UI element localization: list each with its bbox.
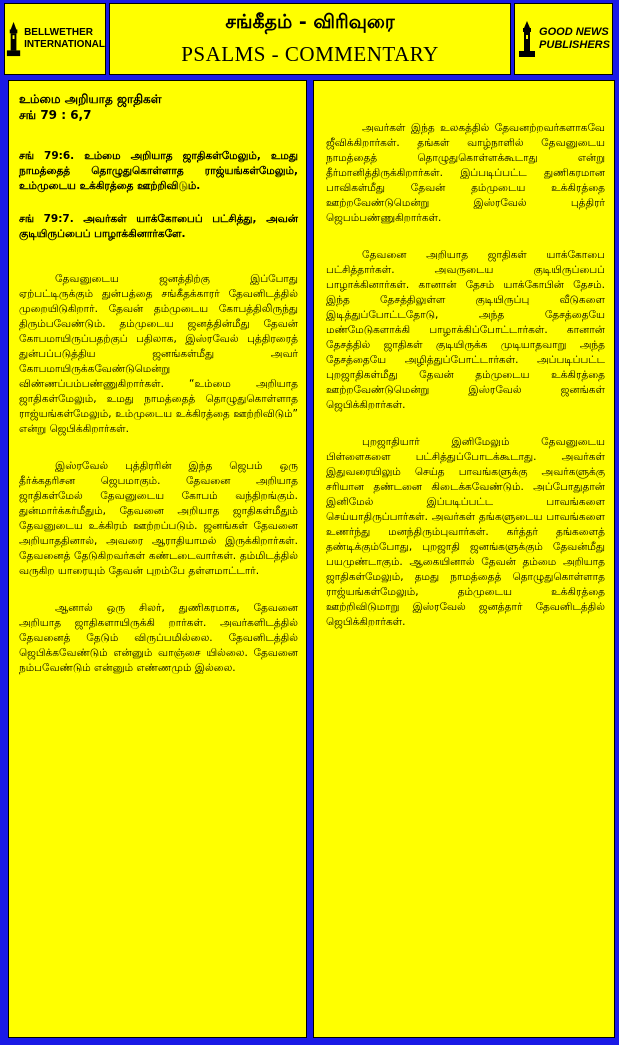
bellwether-logo (4, 3, 106, 75)
title-english: PSALMS - COMMENTARY (181, 42, 439, 66)
bellwether-name-line1: BELLWETHER (24, 27, 93, 38)
title-tamil: சங்கீதம் - விரிவுரை (225, 11, 395, 33)
bellwether-name-line2: INTERNATIONAL (24, 39, 105, 50)
verse-text-1: சங் 79:6. உம்மை அறியாத ஜாதிகள்மேலும், உமது நாமத்தைத் தொழுதுகொள்ளாத ராஜ்யங்கள்மேலும், உம்முடைய உக்கிரத்தை ஊற்றிவிடும். (19, 150, 298, 192)
good-news-name-line1: GOOD NEWS (539, 26, 609, 38)
page-header (4, 3, 613, 75)
good-news-logo (514, 3, 613, 75)
commentary-paragraph: ஆனால் ஒரு சிலர், துணிகரமாக, தேவனை அறியாத ஜாதிகளாயிருக்கி றார்கள். அவர்களிடத்தில் தேவனைத் தேடும் விருப்பமில்லை. தேவனிடத்தில் ஜெபிக்கவேண்டும் என்னும் வாஞ்சை யில்லை. தேவனை நம்பவேண்டும் என்னும் எண்ணமும் இல்லை. (19, 602, 298, 674)
left-column (8, 80, 307, 1038)
title-box (109, 3, 511, 75)
good-news-name-line2: PUBLISHERS (539, 39, 610, 51)
commentary-paragraph: அவர்கள் இந்த உலகத்தில் தேவனற்றவர்களாகவே ஜீவிக்கிறார்கள். தங்கள் வாழ்நாளில் தேவனுடைய நாமத்தைத் தொழுதுகொள்ளக்கூடாது என்று தீர்மானித்திருக்கிறார்கள். இப்படிப்பட்ட துணிகரமான பாவிகள்மீது தேவன் தம்முடைய உக்கிரத்தை ஊற்றவேண்டுமென்று இஸ்ரவேல் புத்திரர் ஜெபம்பண்ணுகிறார்கள். (326, 122, 605, 224)
tower-icon (517, 21, 537, 57)
commentary-paragraph: தேவனை அறியாத ஜாதிகள் யாக்கோபை பட்சித்தார்கள். அவருடைய குடியிருப்பைப் பாழாக்கினார்கள். கானான் தேசம் யாக்கோபின் தேசம். இந்த தேசத்திலுள்ள குடியிருப்பு வீடுகளை இடித்துப்போட்டதோடு, அந்த தேசத்தையே மண்மேடுகளாக்கி பாழாக்கிப்போட்டார்கள். கானான் தேசத்தில் ஜாதிகள் குடியிருக்க முடியாதவாறு அந்த தேசத்தையே அழித்துப்போட்டார்கள். அப்படிப்பட்ட புறஜாதிகள்மீது தேவன் தம்முடைய உக்கிரத்தை ஊற்றவேண்டுமென்று இஸ்ரவேல் ஜனங்கள் ஜெபிக்கிறார்கள். (326, 249, 605, 411)
commentary-paragraph: தேவனுடைய ஜனத்திற்கு இப்போது ஏற்பட்டிருக்கும் துன்பத்தை சங்கீதக்காரர் தேவனிடத்தில் முறையிடுகிறார். தேவன் தம்முடைய கோபத்திலிருந்து திரும்பவேண்டும். தம்முடைய ஜனத்தின்மீது தேவன் கோபமாயிருப்பதற்குப் பதிலாக, இஸ்ரவேல் புத்திரரைத் துன்பப்படுத்திய ஜனங்கள்மீது அவர் கோபமாயிருக்கவேண்டுமென்று விண்ணப்பம்பண்ணுகிறார்கள். “உம்மை அறியாத ஜாதிகள்மேலும், உமது நாமத்தைத் தொழுதுகொள்ளாத ராஜ்யங்கள்மேலும், உம்முடைய உக்கிரத்தை ஊற்றிவிடும்” என்று ஜெபிக்கிறார்கள். (19, 273, 298, 435)
commentary-paragraph: புறஜாதியார் இனிமேலும் தேவனுடைய பிள்ளைகளை பட்சித்துப்போடக்கூடாது. அவர்கள் இதுவரையிலும் செய்த பாவங்களுக்கு அவர்களுக்கு சரியான தண்டனை கிடைக்கவேண்டும். அப்போதுதான் இனிமேல் இப்படிப்பட்ட பாவங்களை செய்யாதிருப்பார்கள். அவர்கள் தங்களுடைய பாவங்களை உணர்ந்து மனந்திரும்புவார்கள். கர்த்தர் தங்களைத் தண்டிக்கும்போது, புறஜாதி ஜனங்களுக்கும் தேவன்மீது பயமுண்டாகும். ஆகையினால் தேவன் தம்மை அறியாத ஜாதிகள்மேலும், தமது நாமத்தைத் தொழுதுகொள்ளாத ராஜ்யங்கள்மேலும், தம்முடைய உக்கிரத்தை ஊற்றிவிடுமாறு இஸ்ரவேல் ஜனத்தார் தேவனிடத்தில் ஜெபிக்கிறார்கள். (326, 436, 605, 628)
verse-reference: சங் 79 : 6,7 (19, 108, 92, 122)
verse-text-2: சங் 79:7. அவர்கள் யாக்கோபைப் பட்சித்து, அவன் குடியிருப்பைப் பாழாக்கினார்களே. (19, 213, 298, 240)
right-column (313, 80, 615, 1038)
section-heading: உம்மை அறியாத ஜாதிகள் (19, 92, 162, 106)
tower-icon (5, 21, 22, 57)
commentary-paragraph: இஸ்ரவேல் புத்திரரின் இந்த ஜெபம் ஒரு தீர்க்கதரிசன ஜெபமாகும். தேவனை அறியாத ஜாதிகள்மேல் தேவனுடைய கோபம் வந்திறங்கும். துன்மார்க்கர்மீதும், தேவனை அறியாத ஜாதிகள்மீதும் தேவனுடைய உக்கிரம் ஊற்றப்படும். ஜனங்கள் தேவனை அறியாததினால், அவரை ஆராதியாமல் இருக்கிறார்கள். தேவனைத் தேடுகிறவர்கள் கண்டடைவார்கள். தம்மிடத்தில் வருகிற யாரையும் தேவன் புறம்பே தள்ளமாட்டார். (19, 460, 298, 577)
